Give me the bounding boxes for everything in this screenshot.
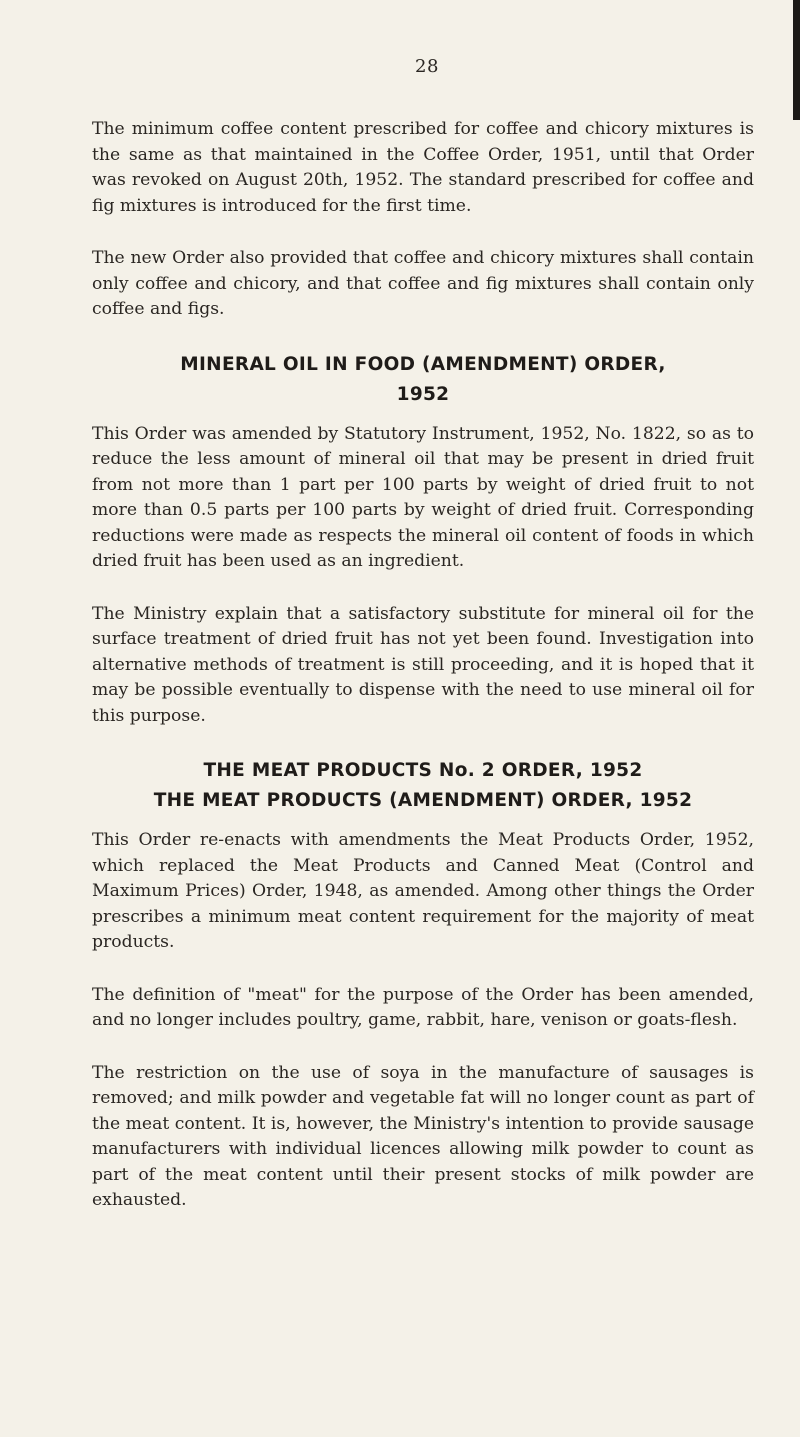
- paragraph-mineral-oil-ministry: The Ministry explain that a satisfactory substitute for mineral oil for the surface treatment of dried fruit has not yet been found. Investigation into alternative methods of treatment is still proceeding, and it is hoped that it may be possible eventually to dispense with the need to use mineral oil for this purpose.: [92, 603, 754, 726]
- paragraph-coffee-composition: The new Order also provided that coffee and chicory mixtures shall contain only coffee and chicory, and that coffee and fig mixtures shall contain only coffee and figs.: [92, 248, 754, 319]
- paragraph-meat-order-reenacts: This Order re-enacts with amendments the Meat Products Order, 1952, which replaced the Meat Products and Canned Meat (Control and Maximum Prices) Order, 1948, as amended. Among other things the Order prescribes a minimum meat content requirement for the majority of meat products.: [92, 830, 754, 952]
- paragraph-meat-definition: The definition of "meat" for the purpose of the Order has been amended, and no longer includes poultry, game, rabbit, hare, venison or goats-flesh.: [92, 984, 754, 1030]
- mineral-oil-heading: [92, 350, 754, 410]
- mineral-oil-heading-line1: MINERAL OIL IN FOOD (AMENDMENT) ORDER,: [180, 353, 666, 375]
- paragraph-mineral-oil-amendment: This Order was amended by Statutory Instrument, 1952, No. 1822, so as to reduce the less amount of mineral oil that may be present in dried fruit from not more than 1 part per 100 parts by weight of dried fruit to not more than 0.5 parts per 100 parts by weight of dried fruit. Corresponding reductions were made as respects the mineral oil content of foods in which dried fruit has been used as an ingredient.: [92, 423, 754, 571]
- page-edge-shadow: [793, 0, 800, 120]
- paragraph-coffee-minimum: The minimum coffee content prescribed for coffee and chicory mixtures is the same as that maintained in the Coffee Order, 1951, until that Order was revoked on August 20th, 1952. The standard prescribed for coffee and fig mixtures is introduced for the first time.: [92, 119, 754, 216]
- meat-products-heading-line1: THE MEAT PRODUCTS No. 2 ORDER, 1952: [203, 760, 643, 781]
- meat-products-heading-line2: THE MEAT PRODUCTS (AMENDMENT) ORDER, 1952: [153, 790, 693, 811]
- page-number: 28: [415, 56, 439, 77]
- meat-products-heading: [92, 756, 754, 816]
- mineral-oil-heading-line2: 1952: [396, 383, 450, 405]
- paragraph-soya-restriction: The restriction on the use of soya in the manufacture of sausages is removed; and milk powder and vegetable fat will no longer count as part of the meat content. It is, however, the Ministry's intention to provide sausage manufacturers with individual licences allowing milk powder to count as part of the meat content until their present stocks of milk powder are exhausted.: [92, 1062, 755, 1210]
- document-page: [92, 56, 754, 1241]
